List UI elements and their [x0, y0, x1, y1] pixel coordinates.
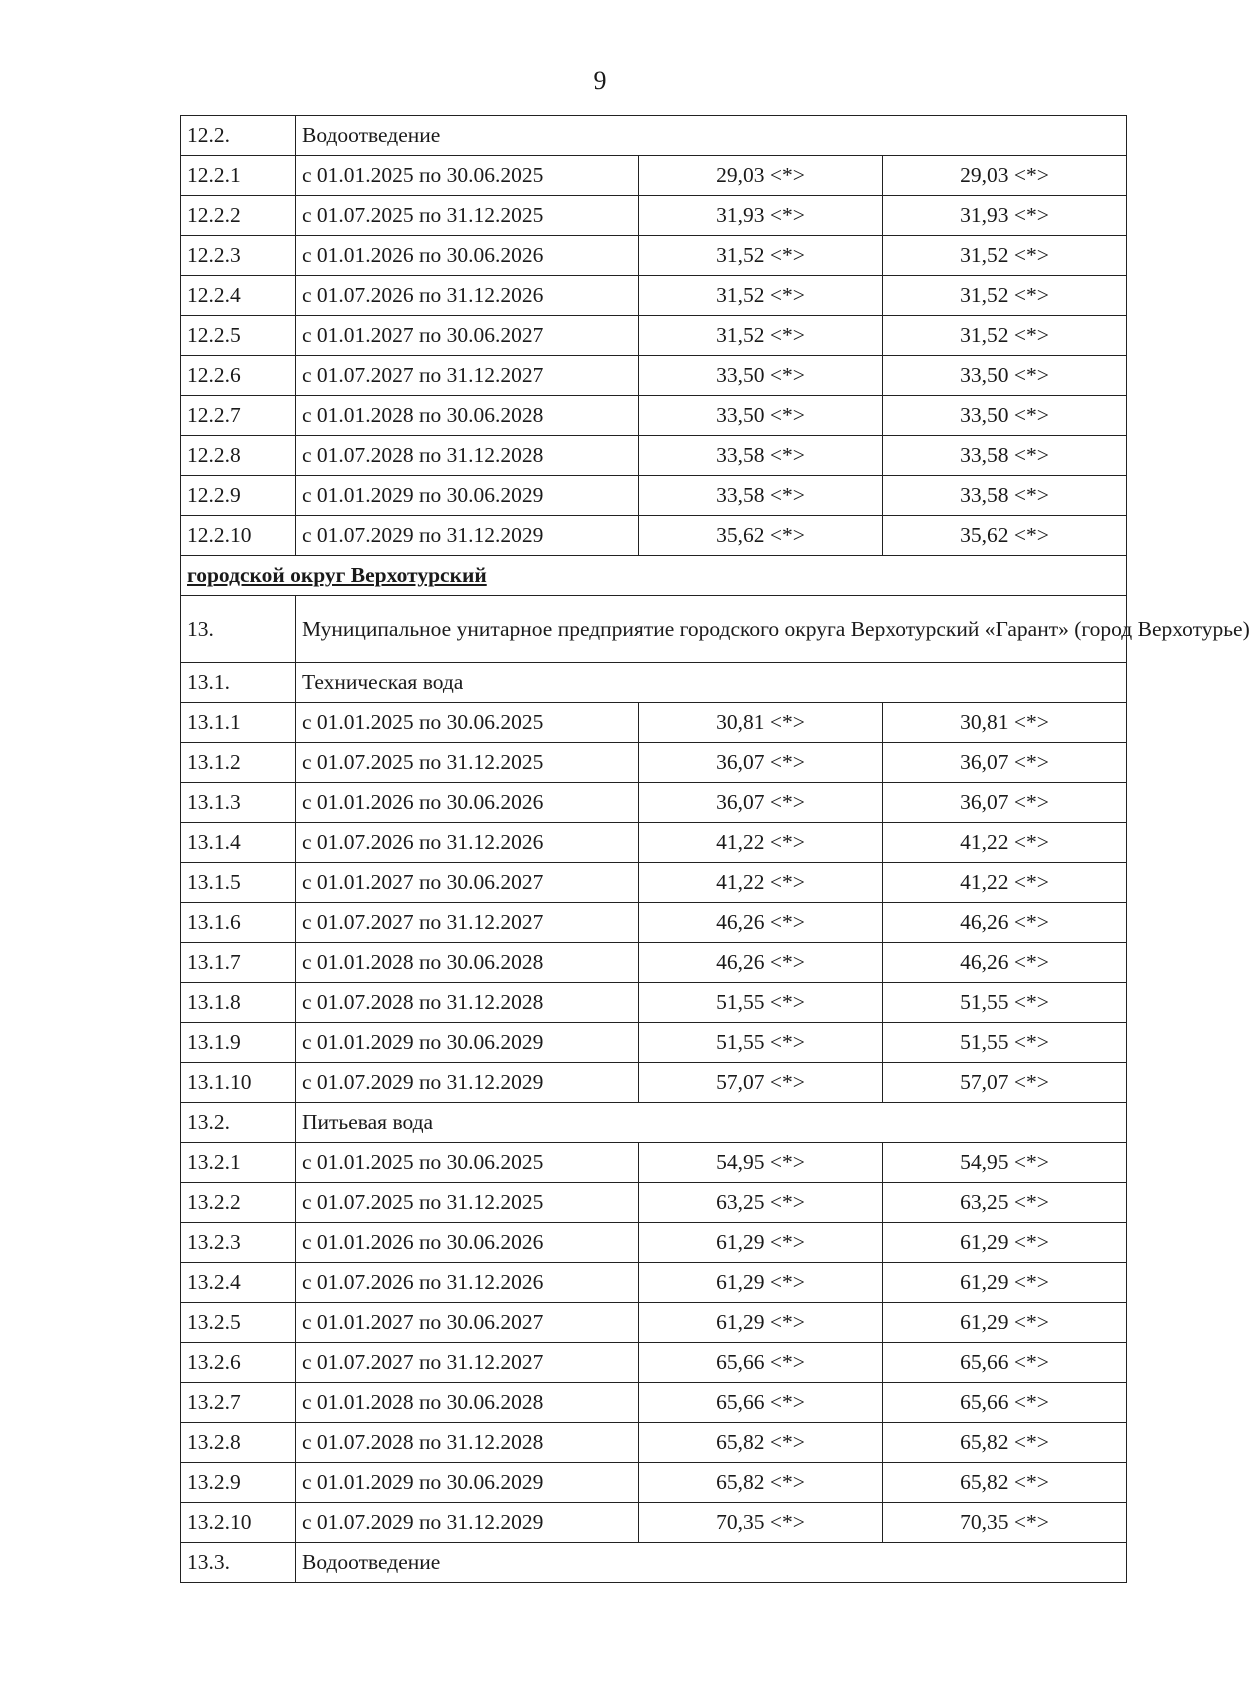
tariff-row: [181, 1063, 1127, 1103]
tariff-row: [181, 516, 1127, 556]
tariff-value-2: 46,26 <*>: [883, 903, 1127, 943]
row-number: 12.2.10: [181, 516, 296, 556]
tariff-row: [181, 1383, 1127, 1423]
tariff-value-2: 61,29 <*>: [883, 1303, 1127, 1343]
period-cell: с 01.01.2027 по 30.06.2027: [296, 1303, 639, 1343]
service-name: Техническая вода: [296, 663, 1127, 703]
row-number: 12.2.2: [181, 196, 296, 236]
period-cell: с 01.01.2029 по 30.06.2029: [296, 1463, 639, 1503]
row-number: 12.2.1: [181, 156, 296, 196]
row-number: 13.2.3: [181, 1223, 296, 1263]
row-number: 13.2.1: [181, 1143, 296, 1183]
service-name: Питьевая вода: [296, 1103, 1127, 1143]
tariff-value-1: 65,66 <*>: [639, 1343, 883, 1383]
period-cell: с 01.01.2028 по 30.06.2028: [296, 1383, 639, 1423]
period-cell: с 01.07.2026 по 31.12.2026: [296, 823, 639, 863]
tariff-value-2: 65,66 <*>: [883, 1383, 1127, 1423]
tariff-row: [181, 476, 1127, 516]
row-number: 12.2.7: [181, 396, 296, 436]
tariff-row: [181, 276, 1127, 316]
period-cell: с 01.01.2026 по 30.06.2026: [296, 236, 639, 276]
tariff-row: [181, 436, 1127, 476]
tariff-value-2: 33,50 <*>: [883, 396, 1127, 436]
row-number: 13.2.7: [181, 1383, 296, 1423]
row-number: 12.2.9: [181, 476, 296, 516]
tariff-value-1: 51,55 <*>: [639, 983, 883, 1023]
service-header-row: [181, 663, 1127, 703]
tariff-value-1: 33,50 <*>: [639, 356, 883, 396]
row-number: 13.2.6: [181, 1343, 296, 1383]
tariff-value-2: 70,35 <*>: [883, 1503, 1127, 1543]
period-cell: с 01.01.2025 по 30.06.2025: [296, 156, 639, 196]
tariff-row: [181, 196, 1127, 236]
municipality-section-row: [181, 556, 1127, 596]
tariff-value-1: 41,22 <*>: [639, 823, 883, 863]
tariff-value-1: 29,03 <*>: [639, 156, 883, 196]
tariff-value-1: 65,82 <*>: [639, 1463, 883, 1503]
period-cell: с 01.01.2025 по 30.06.2025: [296, 1143, 639, 1183]
tariff-value-2: 63,25 <*>: [883, 1183, 1127, 1223]
tariff-value-2: 61,29 <*>: [883, 1223, 1127, 1263]
tariff-value-1: 65,82 <*>: [639, 1423, 883, 1463]
row-number: 12.2.6: [181, 356, 296, 396]
tariff-row: [181, 1423, 1127, 1463]
tariff-row: [181, 156, 1127, 196]
tariff-row: [181, 903, 1127, 943]
tariff-row: [181, 703, 1127, 743]
tariff-value-1: 31,52 <*>: [639, 236, 883, 276]
tariff-row: [181, 823, 1127, 863]
tariff-row: [181, 236, 1127, 276]
row-number: 13.1.4: [181, 823, 296, 863]
period-cell: с 01.07.2025 по 31.12.2025: [296, 1183, 639, 1223]
period-cell: с 01.07.2025 по 31.12.2025: [296, 196, 639, 236]
tariff-value-2: 46,26 <*>: [883, 943, 1127, 983]
tariff-value-1: 33,58 <*>: [639, 476, 883, 516]
tariff-row: [181, 1023, 1127, 1063]
tariff-value-1: 54,95 <*>: [639, 1143, 883, 1183]
row-number: 13.1.6: [181, 903, 296, 943]
tariff-value-2: 31,52 <*>: [883, 316, 1127, 356]
row-number: 12.2.3: [181, 236, 296, 276]
tariff-value-1: 61,29 <*>: [639, 1223, 883, 1263]
period-cell: с 01.01.2026 по 30.06.2026: [296, 783, 639, 823]
period-cell: с 01.07.2029 по 31.12.2029: [296, 1503, 639, 1543]
tariff-value-1: 65,66 <*>: [639, 1383, 883, 1423]
tariff-table: [180, 115, 1250, 1583]
period-cell: с 01.01.2028 по 30.06.2028: [296, 396, 639, 436]
row-number: 13.1.7: [181, 943, 296, 983]
row-number: 13.1.1: [181, 703, 296, 743]
period-cell: с 01.07.2028 по 31.12.2028: [296, 1423, 639, 1463]
tariff-value-2: 31,52 <*>: [883, 236, 1127, 276]
row-number: 13.1.: [181, 663, 296, 703]
row-number: 13.2.9: [181, 1463, 296, 1503]
period-cell: с 01.07.2029 по 31.12.2029: [296, 1063, 639, 1103]
tariff-value-1: 57,07 <*>: [639, 1063, 883, 1103]
tariff-value-1: 31,52 <*>: [639, 316, 883, 356]
tariff-value-2: 41,22 <*>: [883, 863, 1127, 903]
service-header-row: [181, 116, 1127, 156]
period-cell: с 01.07.2029 по 31.12.2029: [296, 516, 639, 556]
tariff-row: [181, 1343, 1127, 1383]
row-number: 13.1.9: [181, 1023, 296, 1063]
service-header-row: [181, 1543, 1127, 1583]
tariff-value-2: 57,07 <*>: [883, 1063, 1127, 1103]
period-cell: с 01.01.2027 по 30.06.2027: [296, 316, 639, 356]
tariff-value-2: 33,58 <*>: [883, 436, 1127, 476]
period-cell: с 01.01.2026 по 30.06.2026: [296, 1223, 639, 1263]
service-name: Водоотведение: [296, 1543, 1127, 1583]
period-cell: с 01.07.2028 по 31.12.2028: [296, 983, 639, 1023]
row-number: 13.2.4: [181, 1263, 296, 1303]
row-number: 13.2.10: [181, 1503, 296, 1543]
row-number: 13.2.5: [181, 1303, 296, 1343]
tariff-row: [181, 783, 1127, 823]
row-number: 12.2.5: [181, 316, 296, 356]
tariff-row: [181, 1183, 1127, 1223]
period-cell: с 01.01.2029 по 30.06.2029: [296, 1023, 639, 1063]
tariff-value-1: 46,26 <*>: [639, 943, 883, 983]
tariff-row: [181, 396, 1127, 436]
tariff-value-1: 36,07 <*>: [639, 783, 883, 823]
period-cell: с 01.07.2028 по 31.12.2028: [296, 436, 639, 476]
tariff-value-2: 36,07 <*>: [883, 743, 1127, 783]
organization-name: Муниципальное унитарное предприятие городского округа Верхотурский «Гарант» (город Верхотурье): [296, 596, 1127, 663]
row-number: 13.2.2: [181, 1183, 296, 1223]
tariff-value-2: 51,55 <*>: [883, 983, 1127, 1023]
tariff-value-2: 31,93 <*>: [883, 196, 1127, 236]
tariff-value-1: 35,62 <*>: [639, 516, 883, 556]
tariff-value-2: 65,66 <*>: [883, 1343, 1127, 1383]
tariff-value-2: 54,95 <*>: [883, 1143, 1127, 1183]
period-cell: с 01.01.2029 по 30.06.2029: [296, 476, 639, 516]
tariff-row: [181, 1503, 1127, 1543]
period-cell: с 01.01.2025 по 30.06.2025: [296, 703, 639, 743]
tariff-value-1: 33,58 <*>: [639, 436, 883, 476]
period-cell: с 01.07.2027 по 31.12.2027: [296, 903, 639, 943]
period-cell: с 01.07.2027 по 31.12.2027: [296, 356, 639, 396]
organization-row: [181, 596, 1127, 663]
tariff-table-body: [181, 116, 1250, 1583]
tariff-row: [181, 356, 1127, 396]
tariff-value-2: 61,29 <*>: [883, 1263, 1127, 1303]
period-cell: с 01.07.2025 по 31.12.2025: [296, 743, 639, 783]
row-number: 13.1.8: [181, 983, 296, 1023]
tariff-row: [181, 983, 1127, 1023]
row-number: 13.1.2: [181, 743, 296, 783]
tariff-value-1: 63,25 <*>: [639, 1183, 883, 1223]
period-cell: с 01.07.2026 по 31.12.2026: [296, 1263, 639, 1303]
row-number: 13.3.: [181, 1543, 296, 1583]
tariff-row: [181, 943, 1127, 983]
tariff-row: [181, 1223, 1127, 1263]
tariff-value-1: 46,26 <*>: [639, 903, 883, 943]
service-name: Водоотведение: [296, 116, 1127, 156]
tariff-value-2: 51,55 <*>: [883, 1023, 1127, 1063]
tariff-row: [181, 1303, 1127, 1343]
period-cell: с 01.01.2028 по 30.06.2028: [296, 943, 639, 983]
tariff-value-1: 61,29 <*>: [639, 1303, 883, 1343]
tariff-value-1: 51,55 <*>: [639, 1023, 883, 1063]
tariff-value-1: 70,35 <*>: [639, 1503, 883, 1543]
row-number: 13.2.: [181, 1103, 296, 1143]
tariff-row: [181, 1263, 1127, 1303]
row-number: 13.1.10: [181, 1063, 296, 1103]
page-number: 9: [593, 66, 607, 95]
tariff-row: [181, 743, 1127, 783]
tariff-value-2: 65,82 <*>: [883, 1463, 1127, 1503]
tariff-row: [181, 316, 1127, 356]
service-header-row: [181, 1103, 1127, 1143]
tariff-value-2: 30,81 <*>: [883, 703, 1127, 743]
row-number: 12.2.: [181, 116, 296, 156]
tariff-value-1: 33,50 <*>: [639, 396, 883, 436]
tariff-value-2: 35,62 <*>: [883, 516, 1127, 556]
row-number: 13.1.5: [181, 863, 296, 903]
tariff-value-1: 41,22 <*>: [639, 863, 883, 903]
tariff-value-1: 31,93 <*>: [639, 196, 883, 236]
tariff-value-2: 33,50 <*>: [883, 356, 1127, 396]
row-number: 12.2.8: [181, 436, 296, 476]
tariff-value-2: 31,52 <*>: [883, 276, 1127, 316]
tariff-value-1: 36,07 <*>: [639, 743, 883, 783]
tariff-value-2: 29,03 <*>: [883, 156, 1127, 196]
tariff-value-1: 61,29 <*>: [639, 1263, 883, 1303]
tariff-value-2: 33,58 <*>: [883, 476, 1127, 516]
period-cell: с 01.01.2027 по 30.06.2027: [296, 863, 639, 903]
row-number: 12.2.4: [181, 276, 296, 316]
tariff-row: [181, 1463, 1127, 1503]
tariff-value-1: 30,81 <*>: [639, 703, 883, 743]
tariff-value-2: 36,07 <*>: [883, 783, 1127, 823]
period-cell: с 01.07.2027 по 31.12.2027: [296, 1343, 639, 1383]
tariff-value-1: 31,52 <*>: [639, 276, 883, 316]
row-number: 13.: [181, 596, 296, 663]
municipality-name: городской округ Верхотурский: [181, 556, 1127, 596]
row-number: 13.1.3: [181, 783, 296, 823]
tariff-row: [181, 1143, 1127, 1183]
tariff-value-2: 65,82 <*>: [883, 1423, 1127, 1463]
row-number: 13.2.8: [181, 1423, 296, 1463]
tariff-row: [181, 863, 1127, 903]
period-cell: с 01.07.2026 по 31.12.2026: [296, 276, 639, 316]
tariff-value-2: 41,22 <*>: [883, 823, 1127, 863]
